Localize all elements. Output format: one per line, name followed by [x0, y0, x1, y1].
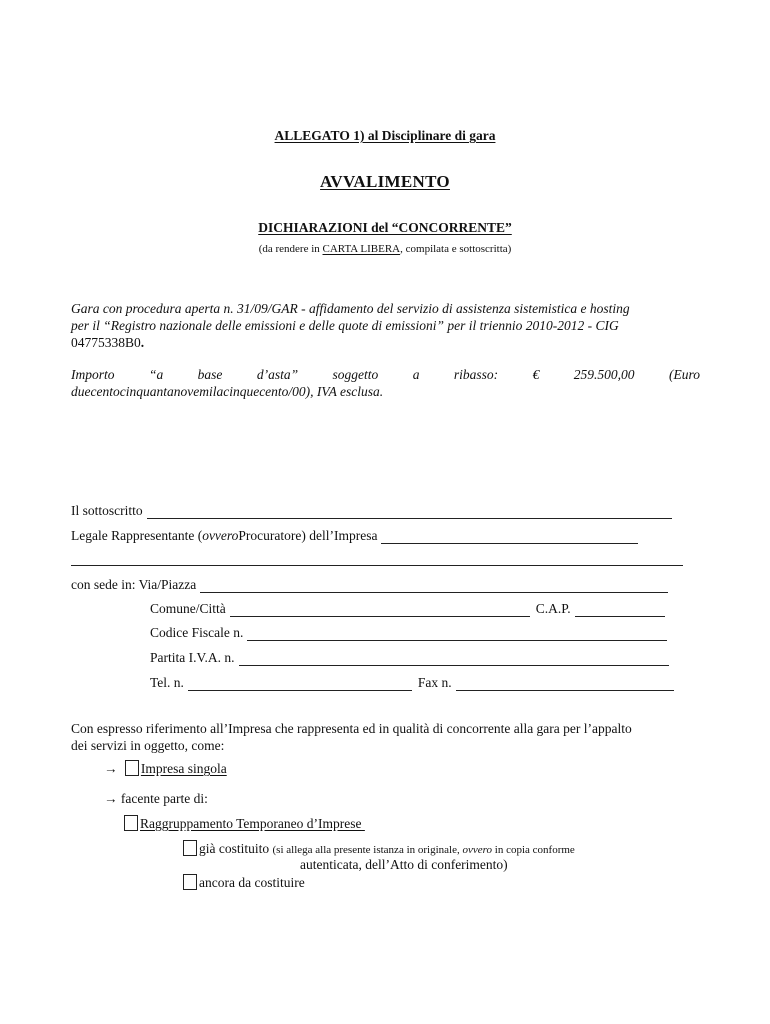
option-singola — [104, 760, 227, 777]
cig-code: 04775338B0 — [71, 335, 141, 350]
piva-row — [150, 650, 669, 666]
costituito-checkbox[interactable] — [183, 840, 197, 856]
via-field[interactable] — [200, 580, 668, 593]
fax-label: Fax n. — [417, 675, 452, 690]
legale-ovvero: ovvero — [202, 528, 239, 543]
document-title — [0, 172, 770, 192]
piva-field[interactable] — [239, 653, 669, 666]
importo-word: “a — [148, 367, 164, 382]
note-pre: (da rendere in — [258, 243, 323, 255]
cf-label: Codice Fiscale n. — [150, 625, 244, 640]
gara-paragraph — [71, 300, 700, 351]
option-costituito — [183, 840, 575, 857]
riferimento-line-2: dei servizi in oggetto, come: — [71, 738, 225, 753]
legale-row — [71, 528, 638, 544]
tel-field[interactable] — [188, 678, 412, 691]
importo-word: € — [532, 367, 540, 382]
option-rti — [124, 815, 365, 832]
facente-label: facente parte di: — [120, 791, 208, 806]
allegato-heading — [0, 128, 770, 144]
arrow-right-icon: → — [104, 761, 118, 776]
tel-label: Tel. n. — [150, 675, 184, 690]
note-post: , compilata e sottoscritta) — [400, 243, 512, 255]
legale-post: Procuratore) dell’Impresa — [238, 528, 378, 543]
cig-dot: . — [140, 335, 145, 350]
note-link: CARTA LIBERA — [322, 243, 401, 255]
document-note — [0, 243, 770, 255]
singola-checkbox[interactable] — [125, 760, 139, 776]
fax-field[interactable] — [456, 678, 674, 691]
costituito-note-line-2: autenticata, dell’Atto di conferimento) — [300, 857, 508, 872]
option-costituire — [183, 874, 305, 891]
singola-label: Impresa singola — [140, 761, 227, 776]
importo-word: base — [197, 367, 223, 382]
cap-label: C.A.P. — [535, 601, 571, 616]
comune-label: Comune/Città — [150, 601, 226, 616]
rti-checkbox[interactable] — [124, 815, 138, 831]
cap-field[interactable] — [575, 604, 665, 617]
note-part-a: (si allega alla presente istanza in originale, — [272, 844, 463, 856]
sottoscritto-row — [71, 503, 672, 519]
costituito-label: già costituito — [199, 841, 270, 856]
riferimento-line-1: Con espresso riferimento all’Impresa che rappresenta ed in qualità di concorrente alla gara per l’appalto — [71, 721, 632, 736]
sede-label: con sede in: Via/Piazza — [71, 577, 197, 592]
riferimento-paragraph — [71, 720, 711, 754]
importo-line-2: duecentocinquantanovemilacinquecento/00), IVA esclusa. — [71, 384, 384, 399]
gara-line-2: per il “Registro nazionale delle emissioni e delle quote di emissioni” per il triennio 2010-2012 - CIG — [71, 318, 619, 333]
gara-line-1: Gara con procedura aperta n. 31/09/GAR - affidamento del servizio di assistenza sistemistica e hosting — [71, 301, 630, 316]
gara-line-3 — [71, 334, 700, 351]
importo-paragraph — [71, 366, 700, 400]
importo-word: 259.500,00 — [573, 367, 635, 382]
comune-row — [150, 601, 665, 617]
piva-label: Partita I.V.A. n. — [150, 650, 235, 665]
document-subtitle — [0, 220, 770, 236]
importo-line-1 — [71, 366, 700, 383]
comune-field[interactable] — [230, 604, 530, 617]
option-facente — [104, 791, 208, 807]
subtitle-text: DICHIARAZIONI del “CONCORRENTE” — [258, 220, 512, 235]
importo-word: (Euro — [668, 367, 700, 382]
importo-word: soggetto — [332, 367, 379, 382]
sottoscritto-field[interactable] — [147, 506, 672, 519]
costituire-checkbox[interactable] — [183, 874, 197, 890]
note-ovvero: ovvero — [462, 844, 493, 856]
costituire-label: ancora da costituire — [199, 875, 305, 890]
allegato-text: ALLEGATO 1) al Disciplinare di gara — [274, 128, 496, 143]
note-part-b: in copia conforme — [492, 844, 575, 856]
importo-word: d’asta” — [256, 367, 299, 382]
sede-row — [71, 577, 668, 593]
importo-word: Importo — [71, 367, 115, 382]
costituito-note — [273, 844, 575, 856]
importo-word: ribasso: — [453, 367, 499, 382]
importo-word: a — [412, 367, 420, 382]
arrow-right-icon: → — [104, 791, 118, 806]
cf-field[interactable] — [247, 628, 667, 641]
legale-pre: Legale Rappresentante ( — [71, 528, 203, 543]
impresa-continuation-field[interactable] — [71, 553, 683, 566]
tel-fax-row — [150, 675, 674, 691]
impresa-field[interactable] — [381, 531, 638, 544]
impresa-continuation-row — [71, 553, 683, 566]
title-text: AVVALIMENTO — [320, 172, 450, 191]
sottoscritto-label: Il sottoscritto — [71, 503, 143, 518]
cf-row — [150, 625, 667, 641]
rti-label: Raggruppamento Temporaneo d’Imprese — [140, 816, 362, 831]
